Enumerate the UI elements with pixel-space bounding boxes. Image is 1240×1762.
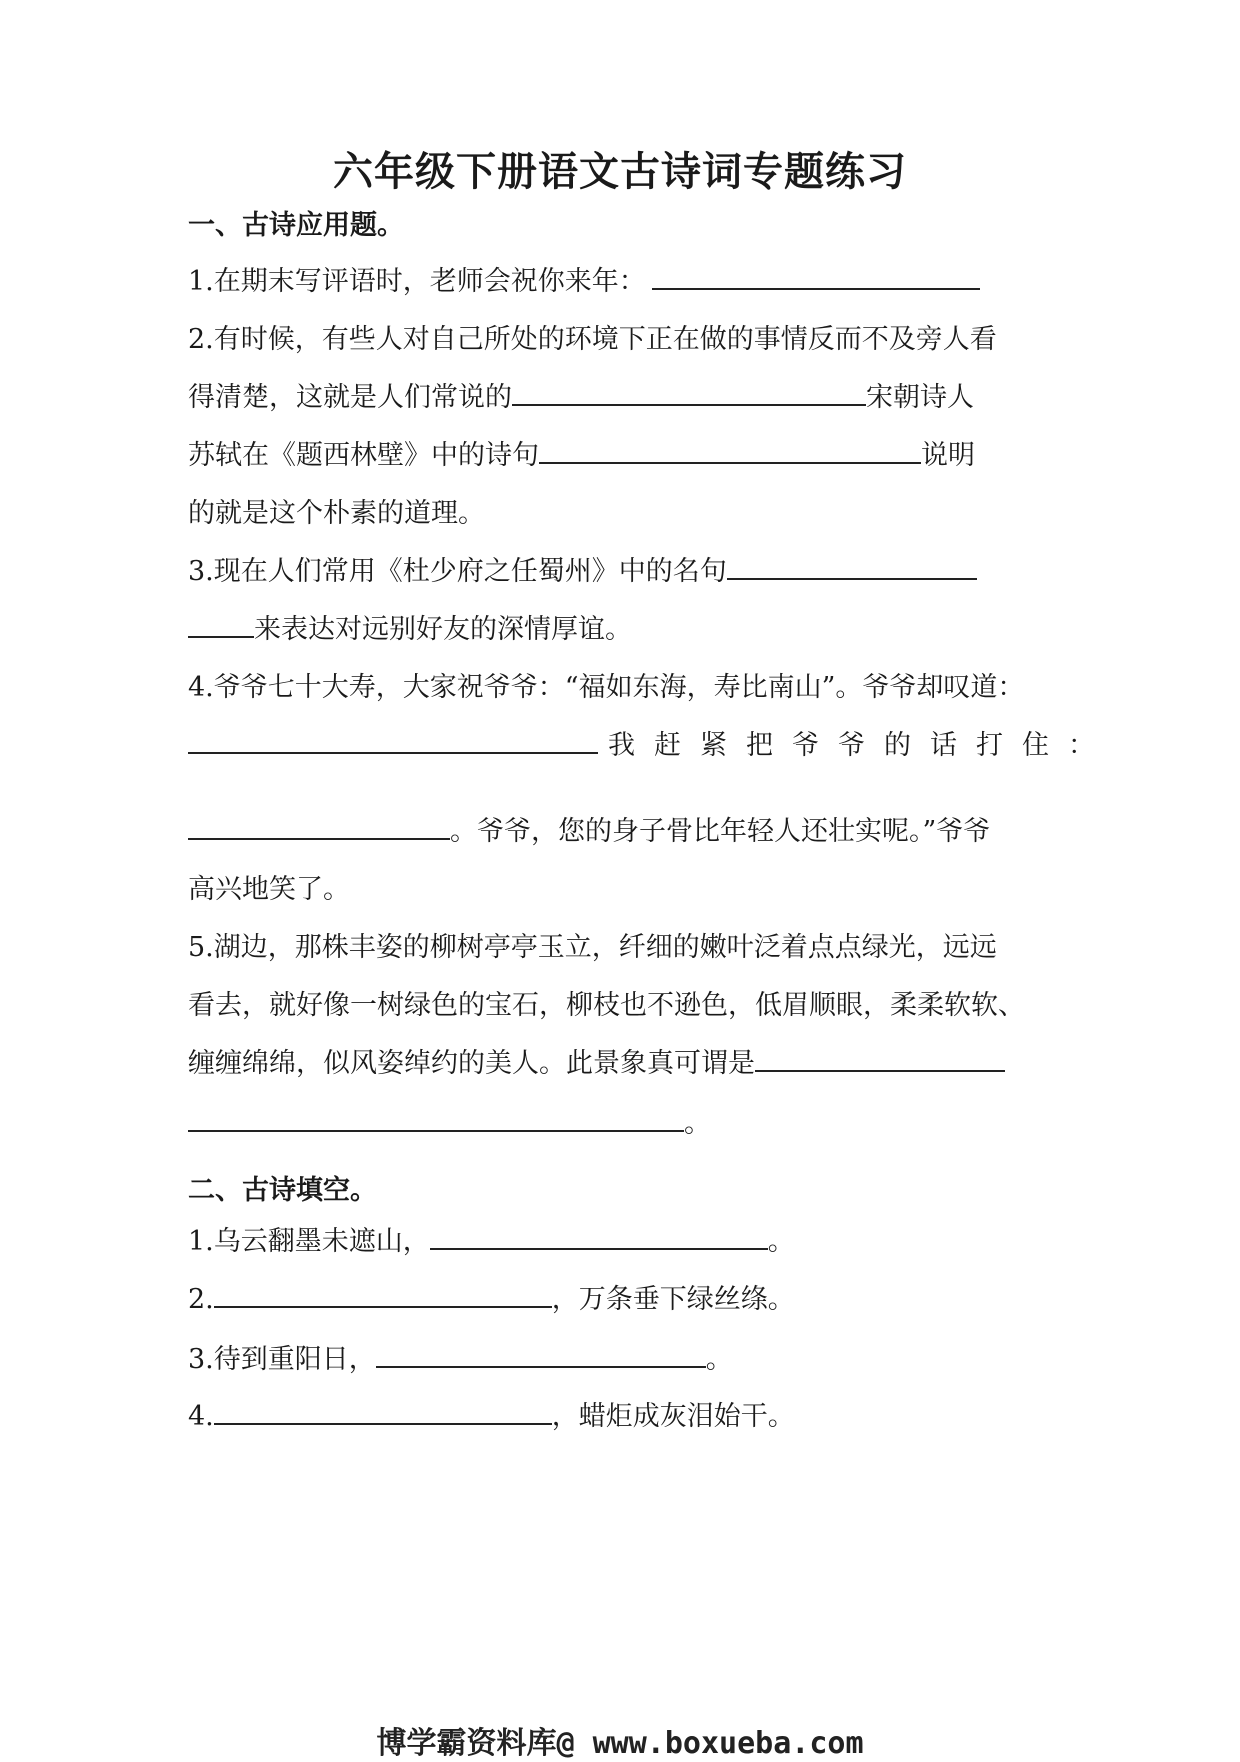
answer-blank[interactable] bbox=[376, 1340, 706, 1368]
question-1-5-line-2 bbox=[188, 986, 1056, 1026]
footer-site-url: @ www.boxueba.com bbox=[556, 1726, 864, 1761]
answer-blank[interactable] bbox=[188, 726, 598, 754]
question-1-2-line-2 bbox=[188, 378, 1056, 418]
question-text: 缠缠绵绵，似风姿绰约的美人。此景象真可谓是 bbox=[188, 1048, 755, 1079]
footer-watermark bbox=[0, 1718, 1240, 1762]
question-1-5-line-3 bbox=[188, 1044, 1056, 1084]
answer-blank[interactable] bbox=[214, 1397, 552, 1425]
question-2-3 bbox=[188, 1340, 1056, 1380]
question-text: 的就是这个朴素的道理。 bbox=[188, 498, 485, 529]
question-text: 3.待到重阳日， bbox=[188, 1344, 376, 1375]
answer-blank[interactable] bbox=[188, 610, 254, 638]
question-text: 2. bbox=[188, 1284, 214, 1315]
question-1-5-line-1 bbox=[188, 928, 1056, 968]
question-2-2 bbox=[188, 1280, 1056, 1320]
question-1-4-line-4 bbox=[188, 870, 1056, 910]
question-text: 来表达对远别好友的深情厚谊。 bbox=[254, 614, 632, 645]
question-text: 1.乌云翻墨未遮山， bbox=[188, 1226, 430, 1257]
question-text: ，蜡炬成灰泪始干。 bbox=[551, 1401, 795, 1432]
question-1-4-line-1 bbox=[188, 668, 1056, 708]
question-1-2-line-3 bbox=[188, 436, 1056, 476]
question-1-3-line-1 bbox=[188, 552, 1056, 592]
section-heading-2: 二、古诗填空。 bbox=[188, 1175, 377, 1206]
question-text: 4.爷爷七十大寿，大家祝爷爷：“福如东海，寿比南山”。爷爷却叹道： bbox=[188, 672, 1025, 703]
question-text: 。 bbox=[705, 1344, 733, 1375]
answer-blank[interactable] bbox=[652, 262, 980, 290]
question-text: 我赶紧把爷爷的话打住： bbox=[608, 730, 1114, 761]
page-title: 六年级下册语文古诗词专题练习 bbox=[333, 148, 907, 195]
answer-blank[interactable] bbox=[214, 1280, 552, 1308]
question-1-4-line-2 bbox=[188, 726, 1114, 766]
question-2-4 bbox=[188, 1397, 1056, 1437]
question-text: 4. bbox=[188, 1401, 214, 1432]
answer-blank[interactable] bbox=[539, 436, 921, 464]
answer-blank[interactable] bbox=[430, 1222, 768, 1250]
question-text: 。 bbox=[684, 1108, 711, 1139]
question-1-1 bbox=[188, 262, 1056, 302]
question-1-5-line-4 bbox=[188, 1104, 1056, 1144]
answer-blank[interactable] bbox=[188, 812, 450, 840]
question-text: ，万条垂下绿丝绦。 bbox=[551, 1284, 795, 1315]
question-2-1 bbox=[188, 1222, 1056, 1262]
question-text: 高兴地笑了。 bbox=[188, 874, 350, 905]
answer-blank[interactable] bbox=[512, 378, 866, 406]
question-text: 。 bbox=[767, 1226, 795, 1257]
question-1-3-line-2 bbox=[188, 610, 1056, 650]
question-text: 宋朝诗人 bbox=[866, 382, 974, 413]
question-1-4-line-3 bbox=[188, 812, 1056, 852]
question-text: 苏轼在《题西林壁》中的诗句 bbox=[188, 440, 539, 471]
question-1-2-line-1 bbox=[188, 320, 1056, 360]
answer-blank[interactable] bbox=[727, 552, 977, 580]
question-text: 1.在期末写评语时，老师会祝你来年： bbox=[188, 266, 646, 297]
question-text: 3.现在人们常用《杜少府之任蜀州》中的名句 bbox=[188, 556, 727, 587]
question-text: 得清楚，这就是人们常说的 bbox=[188, 382, 512, 413]
answer-blank[interactable] bbox=[188, 1104, 684, 1132]
question-text: 说明 bbox=[921, 440, 975, 471]
answer-blank[interactable] bbox=[755, 1044, 1005, 1072]
question-text: 。爷爷，您的身子骨比年轻人还壮实呢。”爷爷 bbox=[450, 816, 991, 847]
question-text: 5.湖边，那株丰姿的柳树亭亭玉立，纤细的嫩叶泛着点点绿光，远远 bbox=[188, 932, 997, 963]
question-text: 2.有时候，有些人对自己所处的环境下正在做的事情反而不及旁人看 bbox=[188, 324, 997, 355]
footer-site-name: 博学霸资料库 bbox=[376, 1726, 557, 1761]
section-heading-1: 一、古诗应用题。 bbox=[188, 210, 404, 241]
question-1-2-line-4 bbox=[188, 494, 1056, 534]
question-text: 看去，就好像一树绿色的宝石，柳枝也不逊色，低眉顺眼，柔柔软软、 bbox=[188, 990, 1025, 1021]
